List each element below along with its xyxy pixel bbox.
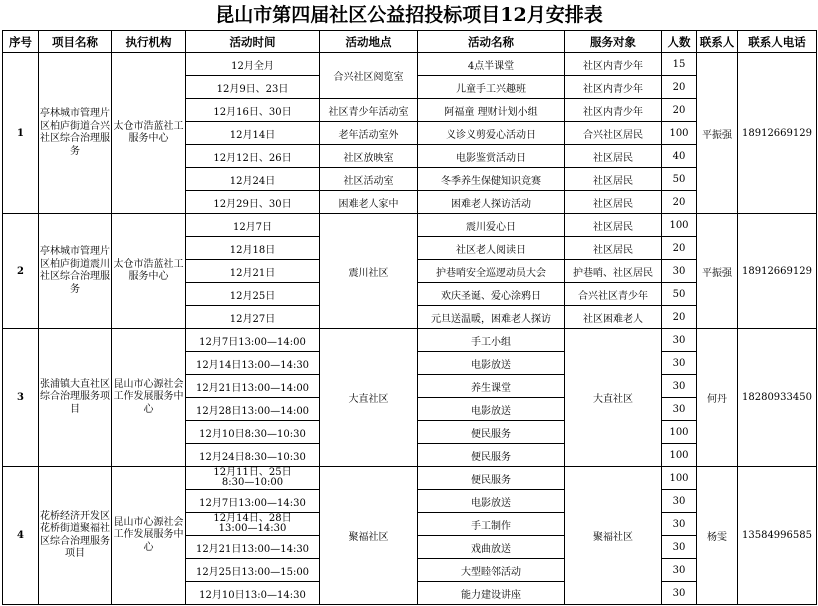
activity-hours: 13:00—14:30 <box>218 523 287 534</box>
activity-name: 电影放送 <box>418 490 565 513</box>
participant-count: 20 <box>662 237 697 260</box>
participant-count: 30 <box>662 490 697 513</box>
activity-place: 困难老人家中 <box>320 191 418 214</box>
service-target: 合兴社区居民 <box>565 122 662 145</box>
header-cell: 活动名称 <box>418 31 565 53</box>
contact-phone: 18280933450 <box>738 329 817 467</box>
activity-time: 12月21日13:00—14:00 <box>186 375 320 398</box>
participant-count: 40 <box>662 145 697 168</box>
activity-time: 12月14日 <box>186 122 320 145</box>
participant-count: 100 <box>662 122 697 145</box>
service-target: 社区内青少年 <box>565 76 662 99</box>
activity-name: 儿童手工兴趣班 <box>418 76 565 99</box>
service-target: 合兴社区青少年 <box>565 283 662 306</box>
executing-org: 昆山市心源社会工作发展服务中心 <box>112 329 186 467</box>
participant-count: 50 <box>662 168 697 191</box>
activity-time: 12月7日 <box>186 214 320 237</box>
header-cell: 活动地点 <box>320 31 418 53</box>
activity-name: 元旦送温暖，困难老人探访 <box>418 306 565 329</box>
activity-time <box>186 513 320 536</box>
table-row <box>3 53 817 76</box>
activity-name: 4点半课堂 <box>418 53 565 76</box>
activity-name: 电影放送 <box>418 398 565 421</box>
activity-time <box>186 467 320 490</box>
executing-org: 太仓市浩蓝社工服务中心 <box>112 214 186 329</box>
activity-time: 12月27日 <box>186 306 320 329</box>
activity-place: 社区青少年活动室 <box>320 99 418 122</box>
header-cell: 序号 <box>3 31 39 53</box>
activity-time: 12月16日、30日 <box>186 99 320 122</box>
header-cell: 联系人电话 <box>738 31 817 53</box>
contact-person: 何丹 <box>697 329 738 467</box>
project-name: 亭林城市管理片区柏庐街道震川社区综合治理服务 <box>39 214 112 329</box>
activity-name: 义诊义剪爱心活动日 <box>418 122 565 145</box>
activity-time: 12月18日 <box>186 237 320 260</box>
activity-time: 12月24日8:30—10:30 <box>186 444 320 467</box>
activity-place: 聚福社区 <box>320 467 418 605</box>
activity-name: 便民服务 <box>418 444 565 467</box>
service-target: 护巷哨、社区居民 <box>565 260 662 283</box>
activity-name: 戏曲放送 <box>418 536 565 559</box>
activity-place: 老年活动室外 <box>320 122 418 145</box>
participant-count: 50 <box>662 283 697 306</box>
participant-count: 30 <box>662 352 697 375</box>
activity-time: 12月10日13:0—14:30 <box>186 582 320 605</box>
project-number: 4 <box>3 467 39 605</box>
service-target: 社区居民 <box>565 214 662 237</box>
service-target: 社区居民 <box>565 145 662 168</box>
table-row <box>3 467 817 490</box>
activity-name: 冬季养生保健知识竞赛 <box>418 168 565 191</box>
activity-time: 12月9日、23日 <box>186 76 320 99</box>
contact-phone: 18912669129 <box>738 53 817 214</box>
activity-time: 12月24日 <box>186 168 320 191</box>
participant-count: 15 <box>662 53 697 76</box>
activity-name: 便民服务 <box>418 467 565 490</box>
activity-time: 12月21日13:00—14:30 <box>186 536 320 559</box>
header-cell: 服务对象 <box>565 31 662 53</box>
project-name: 亭林城市管理片区柏庐街道合兴社区综合治理服务 <box>39 53 112 214</box>
activity-name: 手工制作 <box>418 513 565 536</box>
participant-count: 30 <box>662 536 697 559</box>
header-cell: 项目名称 <box>39 31 112 53</box>
participant-count: 30 <box>662 559 697 582</box>
activity-date: 12月14日、28日 <box>213 513 292 524</box>
activity-name: 电影放送 <box>418 352 565 375</box>
header-cell: 人数 <box>662 31 697 53</box>
contact-person: 杨雯 <box>697 467 738 605</box>
contact-person: 平振强 <box>697 53 738 214</box>
header-cell: 活动时间 <box>186 31 320 53</box>
table-row <box>3 214 817 237</box>
activity-name: 大型睦邻活动 <box>418 559 565 582</box>
project-name: 张浦镇大直社区综合治理服务项目 <box>39 329 112 467</box>
project-number: 3 <box>3 329 39 467</box>
participant-count: 100 <box>662 467 697 490</box>
activity-place: 震川社区 <box>320 214 418 329</box>
activity-name: 震川爱心日 <box>418 214 565 237</box>
participant-count: 30 <box>662 375 697 398</box>
contact-phone: 13584996585 <box>738 467 817 605</box>
participant-count: 30 <box>662 260 697 283</box>
activity-name: 欢庆圣诞、爱心涂鸦日 <box>418 283 565 306</box>
activity-name: 便民服务 <box>418 421 565 444</box>
activity-place: 社区放映室 <box>320 145 418 168</box>
service-target: 社区居民 <box>565 168 662 191</box>
participant-count: 30 <box>662 398 697 421</box>
activity-name: 能力建设讲座 <box>418 582 565 605</box>
activity-place: 社区活动室 <box>320 168 418 191</box>
service-target: 社区居民 <box>565 237 662 260</box>
activity-time: 12月25日 <box>186 283 320 306</box>
service-target: 社区困难老人 <box>565 306 662 329</box>
activity-place: 大直社区 <box>320 329 418 467</box>
activity-time: 12月12日、26日 <box>186 145 320 168</box>
executing-org: 昆山市心源社会工作发展服务中心 <box>112 467 186 605</box>
activity-time: 12月全月 <box>186 53 320 76</box>
activity-time: 12月14日13:00—14:30 <box>186 352 320 375</box>
activity-time: 12月28日13:00—14:00 <box>186 398 320 421</box>
activity-name: 护巷哨安全巡逻动员大会 <box>418 260 565 283</box>
activity-date: 12月11日、25日 <box>213 467 292 478</box>
project-number: 2 <box>3 214 39 329</box>
header-cell: 执行机构 <box>112 31 186 53</box>
participant-count: 30 <box>662 329 697 352</box>
participant-count: 100 <box>662 421 697 444</box>
participant-count: 20 <box>662 306 697 329</box>
participant-count: 20 <box>662 191 697 214</box>
table-row <box>3 329 817 352</box>
project-number: 1 <box>3 53 39 214</box>
service-target: 社区内青少年 <box>565 53 662 76</box>
participant-count: 20 <box>662 99 697 122</box>
participant-count: 20 <box>662 76 697 99</box>
activity-time: 12月7日13:00—14:30 <box>186 490 320 513</box>
project-name: 花桥经济开发区花桥街道聚福社区综合治理服务项目 <box>39 467 112 605</box>
activity-name: 阿福童 理财计划小组 <box>418 99 565 122</box>
activity-time: 12月29日、30日 <box>186 191 320 214</box>
activity-time: 12月7日13:00—14:00 <box>186 329 320 352</box>
activity-name: 社区老人阅读日 <box>418 237 565 260</box>
service-target: 社区内青少年 <box>565 99 662 122</box>
activity-time: 12月25日13:00—15:00 <box>186 559 320 582</box>
activity-time: 12月10日8:30—10:30 <box>186 421 320 444</box>
activity-name: 电影鉴赏活动日 <box>418 145 565 168</box>
participant-count: 30 <box>662 582 697 605</box>
activity-name: 困难老人探访活动 <box>418 191 565 214</box>
activity-hours: 8:30—10:00 <box>221 477 284 488</box>
header-row <box>3 31 817 53</box>
service-target: 大直社区 <box>565 329 662 467</box>
activity-time: 12月21日 <box>186 260 320 283</box>
service-target: 社区居民 <box>565 191 662 214</box>
executing-org: 太仓市浩蓝社工服务中心 <box>112 53 186 214</box>
header-cell: 联系人 <box>697 31 738 53</box>
activity-place: 合兴社区阅览室 <box>320 53 418 99</box>
contact-phone: 18912669129 <box>738 214 817 329</box>
page-title: 昆山市第四届社区公益招投标项目12月安排表 <box>215 4 603 26</box>
service-target: 聚福社区 <box>565 467 662 605</box>
contact-person: 平振强 <box>697 214 738 329</box>
activity-name: 手工小组 <box>418 329 565 352</box>
activity-name: 养生课堂 <box>418 375 565 398</box>
participant-count: 30 <box>662 513 697 536</box>
participant-count: 100 <box>662 444 697 467</box>
schedule-table <box>2 30 817 605</box>
participant-count: 100 <box>662 214 697 237</box>
